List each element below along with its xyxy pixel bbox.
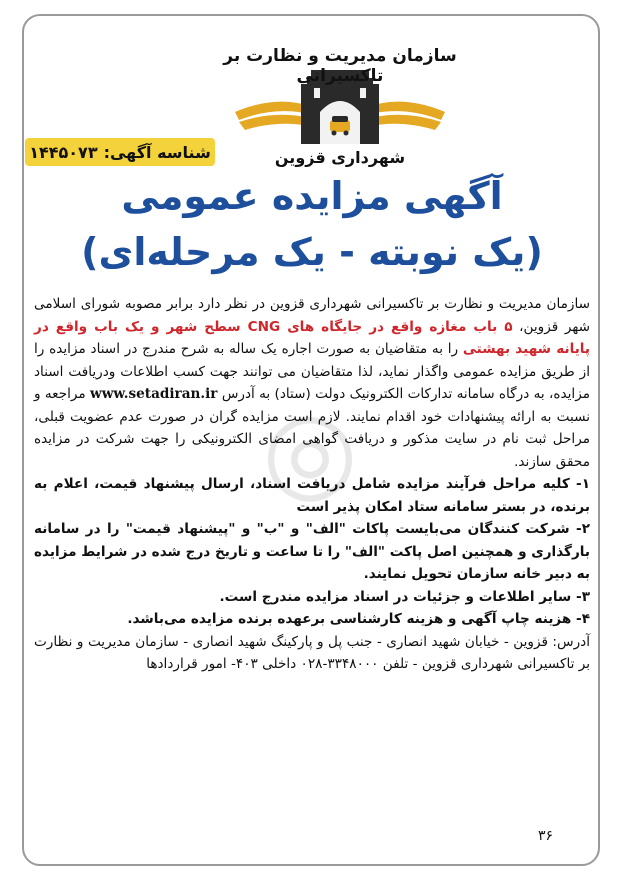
intro-highlight: ۵ باب مغازه واقع در جایگاه های CNG سطح شهر و یک باب واقع در پایانه شهید بهشتی <box>34 318 591 357</box>
ad-id-badge <box>25 138 215 166</box>
list-item-2: ۲- شرکت کنندگان می‌بایست پاکات "الف" و "ب" و "پیشنهاد قیمت" را در سامانه بارگذاری و همچنین اصل پاکت "الف" را تا ساعت و تاریخ درج شده در شرایط مزایده به دبیر خانه سازمان تحویل نمایند. <box>34 521 590 582</box>
intro-paragraph <box>34 293 590 473</box>
intro-text-a: سازمان مدیریت و نظارت بر تاکسیرانی شهرداری قزوین در نظر دارد برابر مصوبه شورای اسلامی شهر قزوین، <box>34 296 590 335</box>
list-item-4: ۴- هزینه چاپ آگهی و هزینه کارشناسی برعهده برنده مزایده می‌باشد. <box>127 611 590 627</box>
website-link[interactable]: www.setadiran.ir <box>90 386 218 402</box>
page-number: ۳۶ <box>538 828 554 844</box>
intro-text-b: را به متقاضیان به صورت اجاره یک ساله به شرح مندرج در اسناد مزایده را از طریق مزایده عمومی واگذار نماید، لذا متقاضیان می توانند جهت کسب اطلاعات ودریافت اسناد مزایده، به درگاه سامانه تدارکات الکترونیک دولت (ستاد) به آدرس <box>34 341 590 402</box>
organization-logo <box>215 40 465 170</box>
ad-body <box>34 293 590 676</box>
list-item-1: ۱- کلیه مراحل فرآیند مزایده شامل دریافت اسناد، ارسال پیشنهاد قیمت، اعلام به برنده، در بستر سامانه ستاد امکان پذیر است <box>34 476 590 515</box>
page-title <box>30 168 594 280</box>
intro-text-c: مراجعه و نسبت به ارائه پیشنهادات خود اقدام نمایند. لازم است مزایده گران در صورت عدم عضویت قبلی، مراحل ثبت نام در سایت مذکور و دریافت گواهی امضای الکترونیکی را جهت شرکت در مزایده محقق سازند. <box>34 386 590 470</box>
list-item-3: ۳- سایر اطلاعات و جزئیات در اسناد مزایده مندرج است. <box>219 588 590 605</box>
address-paragraph: آدرس: قزوین - خیابان شهید انصاری - جنب پل و پارکینگ شهید انصاری - سازمان مدیریت و نظارت بر تاکسیرانی شهرداری قزوین - تلفن ۳۳۴۸۰۰۰-۰۲۸ داخلی ۴۰۳- امور قراردادها <box>34 633 590 672</box>
logo-city-name: شهرداری قزوین <box>274 148 406 167</box>
title-line-1: آگهی مزایده عمومی <box>121 174 503 218</box>
ad-id-label: شناسه آگهی: <box>103 142 211 162</box>
background-watermark: ◎ <box>262 386 358 514</box>
title-line-2: (یک نوبته - یک مرحله‌ای) <box>81 230 543 274</box>
ad-id-number: ۱۴۴۵۰۷۳ <box>29 142 98 162</box>
logo-organization-name: سازمان مدیریت و نظارت بر تاکسیرانی <box>223 46 457 86</box>
